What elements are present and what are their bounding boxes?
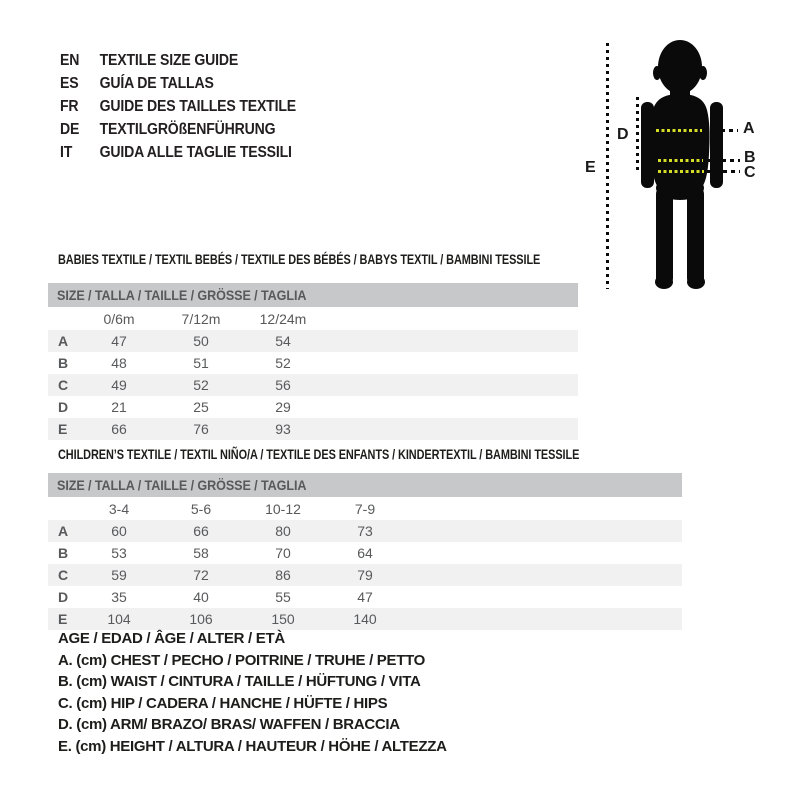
column-header: 12/24m [259,310,307,327]
legend-item-chest: A. (cm) CHEST / PECHO / POITRINE / TRUHE / PETTO [58,651,426,669]
size-header-bar [48,473,682,497]
table-row [48,374,578,396]
size-cell: 47 [357,589,373,605]
language-title: TEXTILGRÖßENFÜHRUNG [99,120,276,138]
size-cell: 66 [193,523,209,539]
size-cell: 72 [193,567,209,583]
size-header-bar [48,283,578,307]
row-label: A [58,333,69,349]
row-label: D [58,589,69,605]
size-cell: 60 [111,523,127,539]
language-code: ES [60,74,79,92]
height-dash-line [606,43,609,289]
size-header-label: SIZE / TALLA / TAILLE / GRÖSSE / TAGLIA [57,477,307,493]
column-header: 5-6 [190,500,212,517]
size-cell: 51 [193,355,209,371]
size-cell: 25 [193,399,209,415]
language-row-fr [60,95,296,118]
language-title: GUIDA ALLE TAGLIE TESSILI [99,143,292,161]
table-row [48,396,578,418]
language-code: DE [60,120,80,138]
table-row [48,586,682,608]
hip-dash-line-on-body [658,170,704,173]
size-cell: 104 [107,611,131,627]
size-cell: 93 [275,421,291,437]
waist-measure-label: B [744,149,756,166]
column-header: 3-4 [108,500,130,517]
size-cell: 58 [193,545,209,561]
waist-dash-line-on-body [658,159,703,162]
size-cell: 47 [111,333,127,349]
row-label: B [58,355,69,371]
hip-dash-line [707,170,740,173]
row-label: C [58,567,69,583]
size-cell: 55 [275,589,291,605]
table-row [48,330,578,352]
table-row [48,520,682,542]
arm-dash-line [636,97,639,174]
column-header: 10-12 [265,500,301,517]
size-cell: 86 [275,567,291,583]
size-cell: 35 [111,589,127,605]
child-silhouette-icon [622,38,742,290]
row-label: E [58,611,68,627]
chest-dash-line-on-body [656,129,702,132]
column-header-row [48,497,682,520]
arm-measure-label: D [617,126,629,143]
column-header-row [48,307,578,330]
size-cell: 76 [193,421,209,437]
table-row [48,352,578,374]
hip-measure-label: C [744,164,756,181]
size-cell: 53 [111,545,127,561]
legend-item-arm: D. (cm) ARM/ BRAZO/ BRAS/ WAFFEN / BRACCIA [58,716,400,734]
legend-age: AGE / EDAD / ÂGE / ALTER / ETÀ [58,630,285,647]
size-cell: 21 [111,399,127,415]
row-label: D [58,399,69,415]
language-title: GUIDE DES TAILLES TEXTILE [99,97,296,115]
language-title: GUÍA DE TALLAS [99,74,214,92]
size-cell: 59 [111,567,127,583]
height-measure-label: E [585,159,596,176]
language-row-en [60,49,296,72]
children-size-table [48,473,682,630]
size-cell: 79 [357,567,373,583]
size-cell: 29 [275,399,291,415]
size-cell: 106 [189,611,213,627]
column-header: 7-9 [354,500,376,517]
table-row [48,564,682,586]
babies-size-table [48,283,578,440]
row-label: B [58,545,69,561]
size-cell: 40 [193,589,209,605]
size-cell: 140 [353,611,377,627]
size-cell: 49 [111,377,127,393]
size-cell: 70 [275,545,291,561]
babies-section-title: BABIES TEXTILE / TEXTIL BEBÉS / TEXTILE DES BÉBÉS / BABYS TEXTIL / BAMBINI TESSILE [58,251,541,267]
language-title: TEXTILE SIZE GUIDE [99,51,239,69]
chest-measure-label: A [743,120,755,137]
measurement-legend [58,630,447,760]
waist-dash-line [706,159,740,162]
legend-item-height: E. (cm) HEIGHT / ALTURA / HAUTEUR / HÖHE / ALTEZZA [58,737,447,755]
table-row [48,608,682,630]
row-label: A [58,523,69,539]
size-cell: 80 [275,523,291,539]
size-cell: 56 [275,377,291,393]
column-header: 7/12m [181,310,221,327]
size-cell: 66 [111,421,127,437]
legend-item-waist: B. (cm) WAIST / CINTURA / TAILLE / HÜFTUNG / VITA [58,673,421,691]
row-label: C [58,377,69,393]
measurement-figure [560,25,800,305]
size-header-label: SIZE / TALLA / TAILLE / GRÖSSE / TAGLIA [57,287,307,303]
language-list [60,49,328,164]
chest-dash-line [705,129,738,132]
size-cell: 52 [193,377,209,393]
size-cell: 54 [275,333,291,349]
table-row [48,418,578,440]
language-code: EN [60,51,80,69]
language-row-it [60,141,296,164]
language-code: IT [60,143,73,161]
size-cell: 150 [271,611,295,627]
column-header: 0/6m [103,310,135,327]
row-label: E [58,421,68,437]
size-cell: 73 [357,523,373,539]
language-row-de [60,118,296,141]
table-row [48,542,682,564]
language-row-es [60,72,296,95]
size-cell: 48 [111,355,127,371]
size-cell: 50 [193,333,209,349]
size-cell: 52 [275,355,291,371]
size-cell: 64 [357,545,373,561]
children-section-title: CHILDREN’S TEXTILE / TEXTIL NIÑO/A / TEXTILE DES ENFANTS / KINDERTEXTIL / BAMBINI TESSILE [58,446,580,462]
legend-item-hip: C. (cm) HIP / CADERA / HANCHE / HÜFTE / HIPS [58,694,388,712]
language-code: FR [60,97,79,115]
